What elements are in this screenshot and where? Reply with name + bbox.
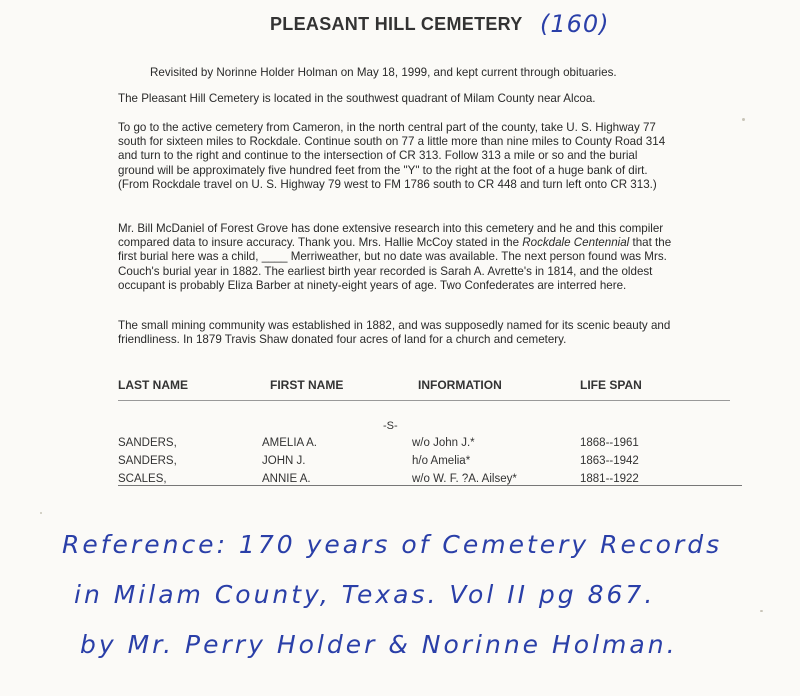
table-cell-last-name: SANDERS, [118,437,177,449]
page-title: PLEASANT HILL CEMETERY [270,14,523,34]
handwritten-reference-line: in Milam County, Texas. Vol II pg 867. [74,580,656,609]
directions-paragraph: To go to the active cemetery from Cameron, in the north central part of the county, take U. S. Highway 77 south for sixteen miles to Rockdale. Continue south on 77 a little more than nine miles to County Road 314 and turn to the right and continue to the intersection of CR 313. Follow 313 a mile or so and the burial ground will be approximately five hundred feet from the "Y" to the right at the foot of a huge bank of dirt. (From Rockdale travel on U. S. Highway 79 west to FM 1786 south to CR 448 and turn left onto CR 313.) [118,121,666,191]
scan-speck [742,118,745,121]
table-cell-first-name: ANNIE A. [262,473,311,485]
header-divider [118,400,730,401]
clipping-edge-line [118,485,742,486]
location-paragraph: The Pleasant Hill Cemetery is located in the southwest quadrant of Milam County near Alcoa. [118,92,596,105]
table-cell-last-name: SANDERS, [118,455,177,467]
table-cell-information: w/o W. F. ?A. Ailsey* [412,473,517,485]
scan-speck [40,512,42,514]
research-text-after: that the first burial here was a child, ____ Merriweather, but no date was available. The next person found was Mrs. Couch's burial year in 1882. The earliest birth year recorded is Sarah A. Avrette's in 1814, and the oldest occupant is probably Eliza Barber at ninety-eight years of age. Two Confederates are interred here. [118,236,672,292]
handwritten-reference-line: Reference: 170 years of Cemetery Records [62,530,723,559]
column-header-life-span: LIFE SPAN [580,378,642,392]
scan-speck [760,610,763,612]
table-cell-first-name: JOHN J. [262,455,306,467]
table-cell-life-span: 1868--1961 [580,437,639,449]
column-header-last-name: LAST NAME [118,378,188,392]
handwritten-reference-line: by Mr. Perry Holder & Norinne Holman. [80,630,678,659]
column-header-first-name: FIRST NAME [270,378,344,392]
handwritten-page-number: (160) [540,10,610,38]
table-cell-information: w/o John J.* [412,437,475,449]
research-paragraph [118,222,673,293]
mining-community-paragraph: The small mining community was established in 1882, and was supposedly named for its scenic beauty and friendliness. In 1879 Travis Shaw donated four acres of land for a church and cemetery. [118,319,671,347]
revisited-note: Revisited by Norinne Holder Holman on May 18, 1999, and kept current through obituaries. [150,66,617,79]
table-cell-last-name: SCALES, [118,473,167,485]
research-book-title: Rockdale Centennial [522,236,630,250]
section-letter: -S- [383,420,398,432]
table-cell-life-span: 1863--1942 [580,455,639,467]
research-text-before: Mr. Bill McDaniel of Forest Grove has done extensive research into this cemetery and he and this compiler compared data to insure accuracy. Thank you. Mrs. Hallie McCoy stated in the [118,222,664,250]
table-cell-life-span: 1881--1922 [580,473,639,485]
table-cell-information: h/o Amelia* [412,455,471,467]
table-cell-first-name: AMELIA A. [262,437,317,449]
column-header-information: INFORMATION [418,378,502,392]
